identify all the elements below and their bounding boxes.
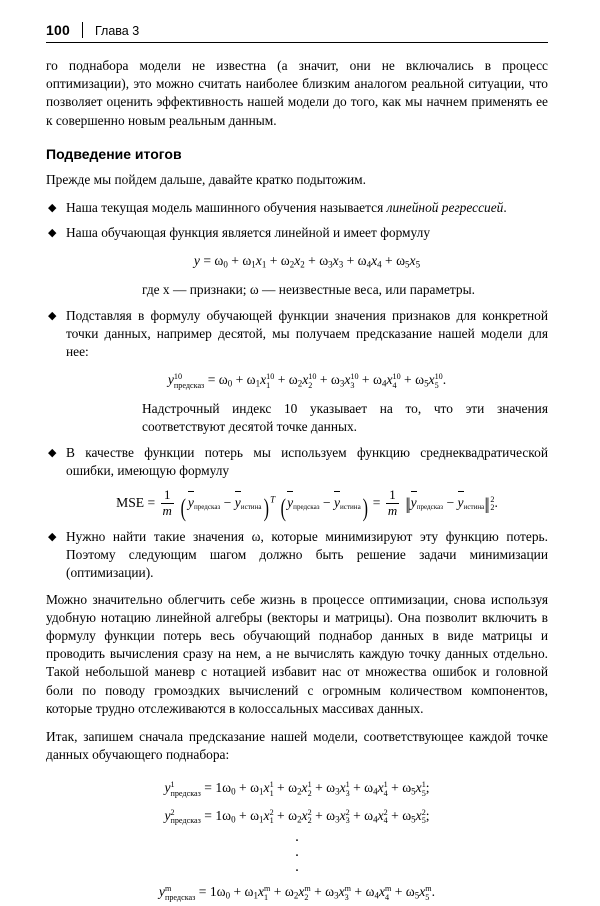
- chapter-label: Глава 3: [94, 24, 140, 38]
- bullet-loss-function: [46, 444, 548, 523]
- bullet-text: Нужно найти такие значения ω, которые минимизируют эту функцию потерь. Поэтому следующим шагом должно быть решение задачи минимизации (оптимизации).: [66, 528, 548, 581]
- formula-mse: MSE = $\frac{1}{m}$ ( yпредсказ − yистина) $^T$ ( yпредсказ − yистина) = $\frac{1}{m}$ ‖ yпредсказ − yистина‖ 2 2 .: [116, 487, 498, 523]
- superscript-note: Надстрочный индекс 10 указывает на то, что эти значения соответствуют десятой точке данных.: [142, 401, 548, 435]
- equation-list: [46, 774, 548, 905]
- bullet-substitution: [46, 307, 548, 437]
- bullet-icon: ◆: [48, 227, 57, 240]
- bullet-linear-function: [46, 224, 548, 299]
- bullet-icon: ◆: [48, 446, 57, 459]
- equation-row-2: y 2 предсказ = $1\omega_0 + \omega_1x$ 2 1 + $\omega_2x$ 2 2 + $\omega_3x$ 2 3 + $\omega_4x$ 2 4 + $\omega_5x$ 2 5 ;: [164, 807, 430, 826]
- paragraph-model-prediction: Итак, запишем сначала предсказание нашей модели, соответствующее каждой точке данных обучающего поднабора:: [46, 728, 548, 763]
- equation-row-m: y m предсказ = $1\omega_0 + \omega_1x$ m 1 + $\omega_2x$ m 2 + $\omega_3x$ m 3 + $\omega_4x$ m 4 + $\omega_5x$ m 5 .: [158, 884, 436, 902]
- section-title: Подведение итогов: [46, 145, 182, 162]
- bullet-linear-regression: [46, 199, 548, 217]
- header-divider: [82, 22, 83, 38]
- bullet-text-italic: линейной регрессией: [386, 200, 504, 216]
- running-head: [46, 0, 548, 38]
- formula-prediction-10: y 10 предсказ = $\omega_0 + \omega_1x$ 10 1 + $\omega_2x$ 10 2 + $\omega_3x$ 10 3 + $\omega_4x$ 10 4 + $\omega_5x$ 10 5 .: [167, 371, 447, 390]
- bullet-text-after: .: [503, 200, 507, 216]
- equation-row-1: y 1 предсказ = $1\omega_0 + \omega_1x$ 1 1 + $\omega_2x$ 1 2 + $\omega_3x$ 1 3 + $\omega_4x$ 1 4 + $\omega_5x$ 1 5 ;: [164, 780, 430, 798]
- bullet-icon: ◆: [48, 309, 57, 322]
- bullet-text: Наша обучающая функция является линейной и имеет формулу: [66, 225, 431, 241]
- bullet-icon: ◆: [48, 530, 57, 543]
- paragraph-linear-algebra: Можно значительно облегчить себе жизнь в процессе оптимизации, снова используя удобную нотацию линейной алгебры (векторы и матрицы). Она позволит включить в формулу функции потерь весь обучающий поднабор данных в виде матрицы и проводить вычисления сразу на нем, а не вычислять каждую точку данных отдельно. Такой небольшой маневр с нотацией избавит нас от множества ошибок и головной боли по поводу громоздких вычислений с огромным количеством компонентов, которые трудно отслеживаются в колоссальных массивах данных.: [46, 591, 548, 716]
- vertical-ellipsis: . . .: [295, 829, 299, 876]
- summary-bullet-list: [46, 199, 548, 582]
- intro-paragraph: го поднабора модели не известна (а значит, они не включались в процесс оптимизации), это можно считать наиболее близким аналогом реальной ситуации, что позволяет оценить эффективность нашей модели до того, как мы начнем применять ее к совершенно новым реальным данным.: [46, 58, 548, 128]
- bullet-text: В качестве функции потерь мы используем функцию среднеквадратической ошибки, имеющую формулу: [66, 444, 548, 478]
- hypothesis-note: где x — признаки; ω — неизвестные веса, или параметры.: [142, 282, 475, 298]
- bullet-text: Подставляя в формулу обучающей функции значения признаков для конкретной точки данных, например десятой, мы получаем предсказание нашей модели для нее:: [66, 307, 548, 359]
- section-lead: Прежде мы пойдем дальше, давайте кратко подытожим.: [46, 171, 366, 187]
- page-number: 100: [46, 22, 70, 38]
- formula-hypothesis: $y = \omega_0 + \omega_1x_1 + \omega_2x_2 + \omega_3x_3 + \omega_4x_4 + \omega_5x_5$: [193, 253, 421, 270]
- bullet-minimization: [46, 528, 548, 583]
- header-rule: [46, 42, 548, 43]
- bullet-icon: ◆: [48, 202, 57, 215]
- bullet-text-before: Наша текущая модель машинного обучения называется: [66, 200, 387, 216]
